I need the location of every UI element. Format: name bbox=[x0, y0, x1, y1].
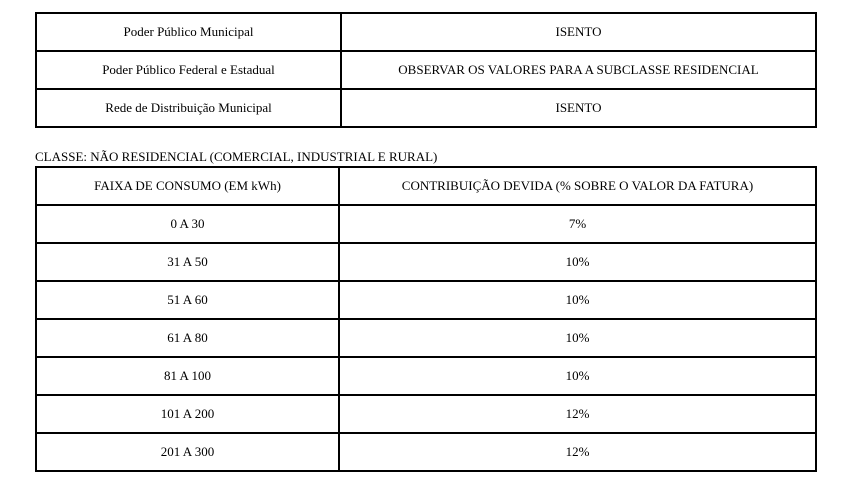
table-row bbox=[36, 51, 816, 89]
contribution-cell: 7% bbox=[339, 205, 816, 243]
table-row bbox=[36, 395, 816, 433]
table-row bbox=[36, 357, 816, 395]
range-cell: 201 A 300 bbox=[36, 433, 339, 471]
table-row bbox=[36, 13, 816, 51]
category-cell: Poder Público Federal e Estadual bbox=[36, 51, 341, 89]
header-row bbox=[36, 167, 816, 205]
table-row bbox=[36, 243, 816, 281]
contribution-cell: 10% bbox=[339, 243, 816, 281]
table-row bbox=[36, 319, 816, 357]
range-cell: 31 A 50 bbox=[36, 243, 339, 281]
table-row bbox=[36, 89, 816, 127]
category-cell: Rede de Distribuição Municipal bbox=[36, 89, 341, 127]
contribution-header: CONTRIBUIÇÃO DEVIDA (% SOBRE O VALOR DA FATURA) bbox=[339, 167, 816, 205]
contribution-cell: 12% bbox=[339, 395, 816, 433]
value-cell: ISENTO bbox=[341, 13, 816, 51]
value-cell: OBSERVAR OS VALORES PARA A SUBCLASSE RESIDENCIAL bbox=[341, 51, 816, 89]
range-cell: 81 A 100 bbox=[36, 357, 339, 395]
range-cell: 101 A 200 bbox=[36, 395, 339, 433]
contribution-cell: 10% bbox=[339, 357, 816, 395]
range-cell: 0 A 30 bbox=[36, 205, 339, 243]
contribution-cell: 10% bbox=[339, 319, 816, 357]
value-cell: ISENTO bbox=[341, 89, 816, 127]
category-cell: Poder Público Municipal bbox=[36, 13, 341, 51]
table-row bbox=[36, 281, 816, 319]
range-header: FAIXA DE CONSUMO (EM kWh) bbox=[36, 167, 339, 205]
class-title: CLASSE: NÃO RESIDENCIAL (COMERCIAL, INDUSTRIAL E RURAL) bbox=[35, 149, 438, 164]
range-cell: 61 A 80 bbox=[36, 319, 339, 357]
contribution-cell: 12% bbox=[339, 433, 816, 471]
consumption-table bbox=[35, 166, 817, 472]
range-cell: 51 A 60 bbox=[36, 281, 339, 319]
contribution-cell: 10% bbox=[339, 281, 816, 319]
table-row bbox=[36, 433, 816, 471]
exemption-table bbox=[35, 12, 817, 128]
table-row bbox=[36, 205, 816, 243]
